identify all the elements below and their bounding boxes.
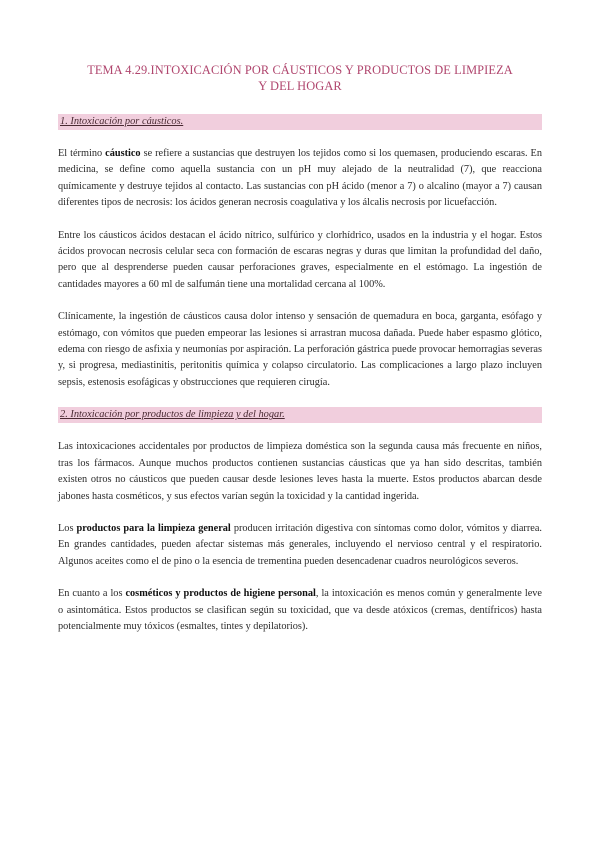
paragraph-text: Los — [58, 522, 77, 534]
bold-term-general-cleaning: productos para la limpieza general — [76, 522, 231, 534]
paragraph-caustic-definition — [58, 146, 542, 212]
paragraph-household-intro: Las intoxicaciones accidentales por productos de limpieza doméstica son la segunda causa más frecuente en niños, tras los fármacos. Aunque muchos productos contienen sustancias cáusticas que ya han sido descritas, también existen otros no cáusticos que pueden causar desde lesiones leves hasta la muerte. Estos productos abarcan desde jabones hasta cosméticos, y sus efectos varían según la toxicidad y la cantidad ingerida. — [58, 441, 542, 502]
section-heading-2-text: 2. Intoxicación por productos de limpieza y del hogar. — [60, 409, 285, 421]
paragraph-acid-caustics: Entre los cáusticos ácidos destacan el ácido nítrico, sulfúrico y clorhídrico, usados en la industria y el hogar. Estos ácidos provocan necrosis celular seca con formación de escaras negras y duras que limitan la profundidad del daño, pero que al desprenderse pueden causar perforaciones graves, especialmente en el estómago. La ingestión de cantidades mayores a 60 ml de salfumán tiene una mortalidad cercana al 100%. — [58, 229, 542, 290]
section-heading-1-text: 1. Intoxicación por cáusticos. — [60, 116, 184, 127]
paragraph-text: producen irritación digestiva con síntomas como dolor, vómitos y diarrea. En grandes cantidades, pueden afectar sistemas más generales, incluyendo el nervioso central y el respiratorio. Algunos aceites como el de pino o la esencia de trementina pueden desencadenar cuadros neurológicos severos. — [58, 522, 542, 567]
paragraph-clinical: Clínicamente, la ingestión de cáusticos causa dolor intenso y sensación de quemadura en boca, garganta, esófago y estómago, con vómitos que pueden empeorar las lesiones si arrastran mucosa dañada. Puede haber espasmo glótico, edema con riesgo de asfixia y neumonías por aspiración. La perforación gástrica puede provocar hemorragias severas y, si progresa, mediastinitis, peritonitis química y colapso circulatorio. Las complicaciones a largo plazo incluyen sepsis, estenosis esofágicas y obstrucciones que requieren cirugía. — [58, 311, 542, 388]
page-title — [58, 62, 542, 94]
title-line-2: Y DEL HOGAR — [258, 79, 342, 93]
title-line-1: TEMA 4.29.INTOXICACIÓN POR CÁUSTICOS Y PRODUCTOS DE LIMPIEZA — [87, 63, 513, 77]
paragraph-text: El término — [58, 148, 106, 159]
section-heading-2 — [58, 407, 542, 423]
paragraph-text: , la intoxicación es menos común y generalmente leve o asintomática. Estos productos se clasifican según su toxicidad, que va desde atóxicos (cremas, dentífricos) hasta potencialmente muy tóxicos (esmaltes, tintes y depilatorios). — [58, 588, 542, 632]
paragraph-text: se refiere a sustancias que destruyen los tejidos como si los quemasen, produciendo escaras. En medicina, se define como aquella sustancia con un pH muy alejado de la neutralidad (7), que reacciona químicamente y destruye tejidos al contacto. Las sustancias con pH ácido (menor a 7) o alcalino (mayor a 7) causan diferentes tipos de necrosis: los ácidos generan necrosis coagulativa y los álcalis necrosis por licuefacción. — [58, 148, 542, 209]
paragraph-text: En cuanto a los — [58, 588, 126, 600]
paragraph-cosmetics — [58, 586, 542, 635]
bold-term-cosmetics: cosméticos y productos de higiene personal — [125, 588, 316, 600]
bold-term-caustico: cáustico — [105, 148, 141, 159]
paragraph-general-cleaning — [58, 521, 542, 570]
section-heading-1 — [58, 114, 542, 130]
